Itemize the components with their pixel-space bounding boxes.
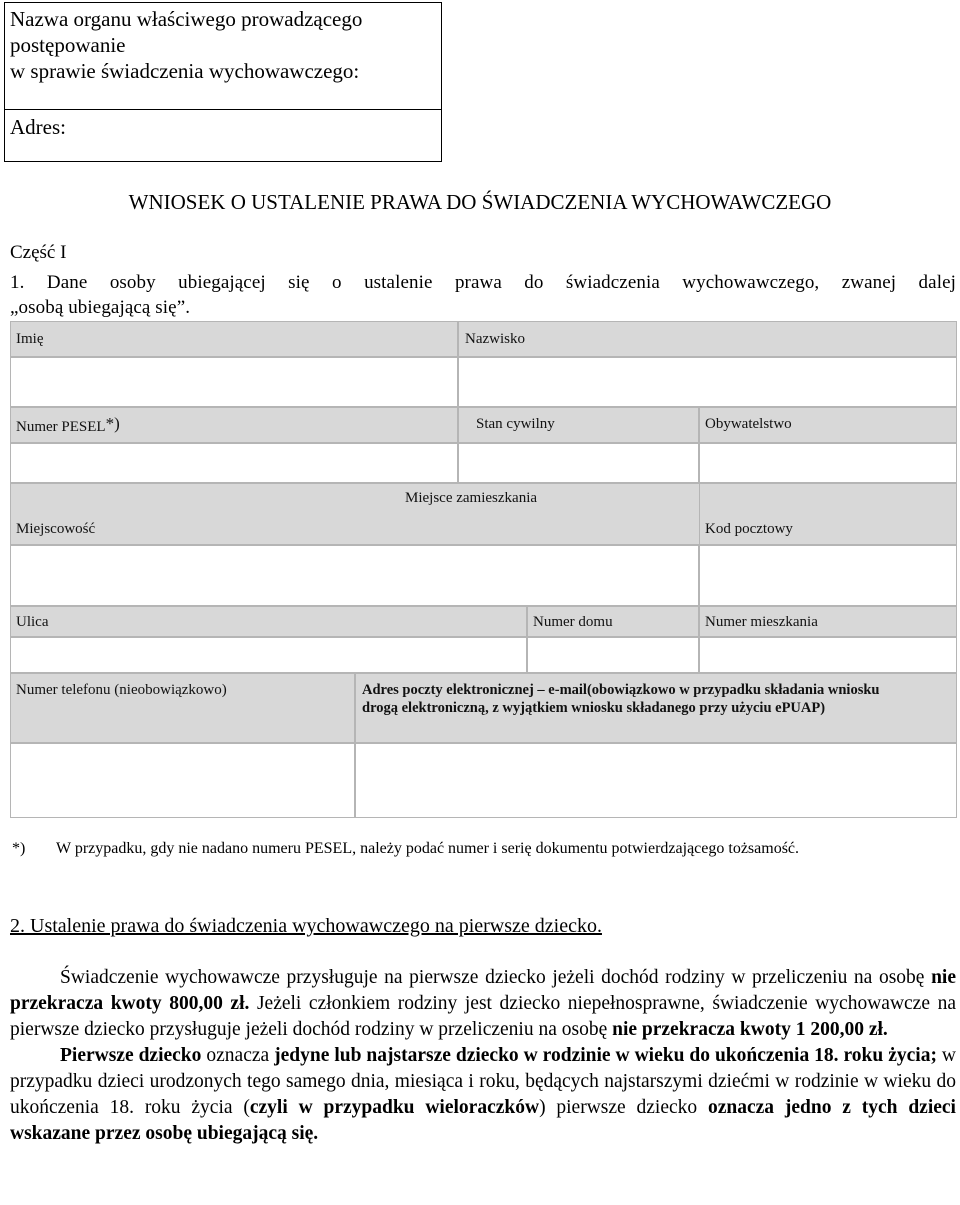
locality-label: Miejscowość <box>16 521 96 537</box>
postal-code-field[interactable] <box>699 545 957 606</box>
first-name-header <box>10 321 458 357</box>
authority-line-1: Nazwa organu właściwego prowadzącego <box>10 7 363 31</box>
house-no-field[interactable] <box>527 637 699 673</box>
flat-no-label: Numer mieszkania <box>705 614 818 630</box>
part-label: Część I <box>10 242 67 263</box>
p1-text-1: Świadczenie wychowawcze przysługuje na pierwsze dziecko jeżeli dochód rodziny w przeliczeniu na osobę <box>60 967 932 988</box>
section-1-heading-line-1: 1. Dane osoby ubiegającej się o ustalenie prawa do świadczenia wychowawczego, zwanej dalej <box>10 272 956 293</box>
p2-text-1: oznacza <box>201 1045 275 1066</box>
house-no-label: Numer domu <box>533 614 613 630</box>
last-name-field[interactable] <box>458 357 957 407</box>
civil-status-label: Stan cywilny <box>476 416 555 432</box>
citizenship-label: Obywatelstwo <box>705 416 792 432</box>
p1-bold-2: nie przekracza kwoty 1 200,00 zł. <box>612 1019 888 1040</box>
residence-label: Miejsce zamieszkania <box>405 490 538 506</box>
paragraph-first-child-definition <box>10 1043 956 1147</box>
last-name-label: Nazwisko <box>465 331 525 347</box>
section-1-heading-line-2: „osobą ubiegającą się”. <box>10 297 191 318</box>
phone-field[interactable] <box>10 743 355 818</box>
street-header <box>10 606 527 637</box>
p1-text-2: Jeżeli członkiem rodziny jest dziecko niepełnosprawne, świadczenie wychowawcze na pierwsze dziecko przysługuje jeżeli dochód rodziny w przeliczeniu na osobę <box>10 993 956 1040</box>
locality-field[interactable] <box>10 545 699 606</box>
first-name-label: Imię <box>16 331 44 347</box>
flat-no-field[interactable] <box>699 637 957 673</box>
p2-bold-2: jedyne lub najstarsze dziecko w rodzinie w wieku do ukończenia 18. roku życia; <box>274 1045 937 1066</box>
footnote-mark: *) <box>12 840 26 857</box>
authority-address-label: Adres: <box>10 115 66 139</box>
authority-box-divider <box>5 109 441 110</box>
civil-status-field[interactable] <box>458 443 699 483</box>
document-title: WNIOSEK O USTALENIE PRAWA DO ŚWIADCZENIA WYCHOWAWCZEGO <box>128 190 832 214</box>
p2-bold-4: oznacza jedno z tych dzieci wskazane przez osobę ubiegającą się. <box>10 1097 956 1144</box>
authority-name <box>10 6 362 84</box>
postal-code-label: Kod pocztowy <box>705 521 793 537</box>
street-field[interactable] <box>10 637 527 673</box>
section-2-heading: 2. Ustalenie prawa do świadczenia wychowawczego na pierwsze dziecko. <box>10 915 602 937</box>
street-label: Ulica <box>16 614 49 630</box>
email-label: Adres poczty elektronicznej – e-mail(obowiązkowo w przypadku składania wniosku drogą elektroniczną, z wyjątkiem wniosku składanego przy użyciu ePUAP) <box>362 682 880 716</box>
pesel-footnote-mark: *) <box>105 414 120 433</box>
authority-line-2: postępowanie <box>10 33 126 57</box>
pesel-label-text: Numer PESEL <box>16 419 106 435</box>
footnote <box>12 840 799 858</box>
p2-bold-3: czyli w przypadku wieloraczków <box>249 1097 540 1118</box>
first-name-field[interactable] <box>10 357 458 407</box>
authority-line-3: w sprawie świadczenia wychowawczego: <box>10 59 360 83</box>
applicant-data-form <box>10 321 957 818</box>
section-1-heading <box>10 270 956 320</box>
p2-bold-1: Pierwsze dziecko <box>60 1045 202 1066</box>
email-field[interactable] <box>355 743 957 818</box>
footnote-text: W przypadku, gdy nie nadano numeru PESEL, należy podać numer i serię dokumentu potwierdzającego tożsamość. <box>56 840 800 857</box>
paragraph-income-threshold <box>10 965 956 1043</box>
pesel-field[interactable] <box>10 443 458 483</box>
pesel-label <box>16 415 120 436</box>
phone-label: Numer telefonu (nieobowiązkowo) <box>16 682 227 698</box>
p2-text-2: w przypadku dzieci urodzonych tego samego dnia, miesiąca i roku, będących najstarszymi dziećmi w rodzinie w wieku do ukończenia 18. roku życia ( <box>10 1045 956 1118</box>
p1-bold-1: nie przekracza kwoty 800,00 zł. <box>10 967 956 1014</box>
citizenship-field[interactable] <box>699 443 957 483</box>
section-2-body <box>10 965 956 1147</box>
p2-text-3: ) pierwsze dziecko <box>539 1097 708 1118</box>
last-name-header <box>458 321 957 357</box>
